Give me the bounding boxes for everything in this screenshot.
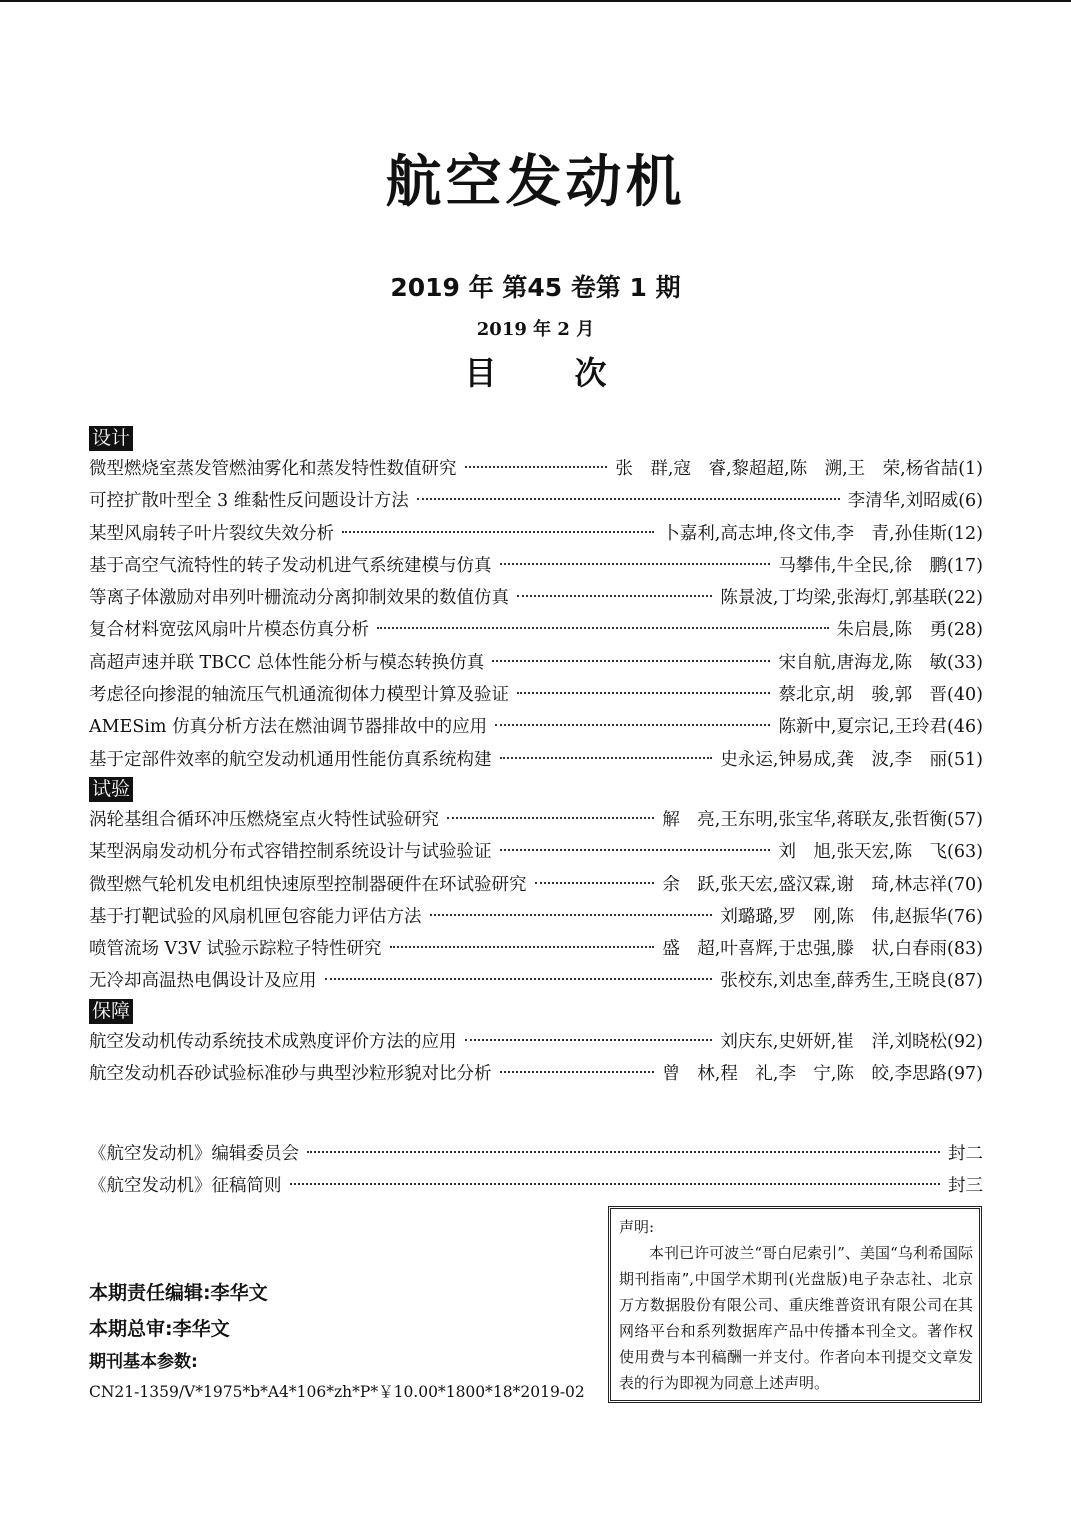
- extra-page: 封二: [948, 1144, 983, 1164]
- toc-entry: [89, 453, 983, 485]
- notice-label: 声明:: [619, 1218, 655, 1236]
- article-authors-page: 马攀伟,牛全民,徐 鹏(17): [778, 555, 983, 576]
- article-title: 基于高空气流特性的转子发动机进气系统建模与仿真: [89, 555, 492, 576]
- dot-leader: [517, 595, 712, 597]
- section-heading: 保障: [89, 999, 133, 1024]
- article-authors-page: 盛 超,叶喜辉,于忠强,滕 状,白春雨(83): [662, 939, 983, 960]
- toc-entry: [89, 933, 983, 965]
- toc-entry: [89, 518, 983, 550]
- article-authors-page: 余 跃,张天宏,盛汉霖,谢 琦,林志祥(70): [662, 874, 983, 895]
- dot-leader: [500, 1071, 655, 1073]
- issue-credits: [89, 1275, 609, 1407]
- toc-entry: [89, 485, 983, 517]
- toc-entry: [89, 1058, 983, 1090]
- toc-entry: [89, 582, 983, 614]
- article-title: 基于定部件效率的航空发动机通用性能仿真系统构建: [89, 749, 492, 770]
- toc-entry: [89, 965, 983, 997]
- toc-entry: [89, 614, 983, 646]
- article-title: 微型燃气轮机发电机组快速原型控制器硬件在环试验研究: [89, 874, 527, 895]
- dot-leader: [377, 627, 829, 629]
- dot-leader: [500, 849, 771, 851]
- contents-heading: 目次: [464, 354, 685, 392]
- article-authors-page: 陈新中,夏宗记,王玲君(46): [778, 717, 983, 738]
- dot-leader: [417, 498, 840, 500]
- dot-leader: [492, 660, 770, 662]
- section-heading: 试验: [89, 777, 133, 802]
- article-title: 涡轮基组合循环冲压燃烧室点火特性试验研究: [89, 809, 439, 830]
- article-title: 微型燃烧室蒸发管燃油雾化和蒸发特性数值研究: [89, 459, 457, 479]
- params-label: 期刊基本参数:: [89, 1352, 198, 1372]
- dot-leader: [390, 946, 655, 948]
- table-of-contents: [89, 425, 983, 1090]
- extra-title: 《航空发动机》征稿简则: [89, 1176, 282, 1197]
- article-authors-page: 蔡北京,胡 骏,郭 晋(40): [778, 685, 983, 706]
- dot-leader: [500, 757, 713, 759]
- article-authors-page: 史永运,钟易成,龚 波,李 丽(51): [720, 749, 983, 770]
- extra-entry: [89, 1138, 983, 1170]
- issue-date: 2019 年 2 月: [476, 319, 595, 340]
- article-authors-page: 刘璐璐,罗 刚,陈 伟,赵振华(76): [720, 906, 983, 927]
- dot-leader: [290, 1183, 941, 1185]
- dot-leader: [325, 978, 713, 980]
- toc-entry: [89, 711, 983, 743]
- article-authors-page: 卜嘉利,高志坤,佟文伟,李 青,孙佳斯(12): [662, 523, 983, 544]
- chief-reviewer: 本期总审:李华文: [89, 1318, 230, 1340]
- article-authors-page: 刘 旭,张天宏,陈 飞(63): [778, 842, 983, 863]
- dot-leader: [495, 724, 770, 726]
- toc-entry: [89, 679, 983, 711]
- article-title: 复合材料宽弦风扇叶片模态仿真分析: [89, 620, 369, 641]
- toc-entry: [89, 647, 983, 679]
- article-title: 航空发动机吞砂试验标准砂与典型沙粒形貌对比分析: [89, 1064, 492, 1085]
- article-authors-page: 曾 林,程 礼,李 宁,陈 皎,李思路(97): [662, 1064, 983, 1085]
- article-title: 某型涡扇发动机分布式容错控制系统设计与试验验证: [89, 842, 492, 863]
- article-title: 航空发动机传动系统技术成熟度评价方法的应用: [89, 1031, 457, 1052]
- issue-line: 2019 年 第45 卷第 1 期: [390, 273, 681, 302]
- article-authors-page: 张 群,寇 睿,黎超超,陈 溯,王 荣,杨省喆(1): [615, 459, 983, 479]
- article-title: 考虑径向掺混的轴流压气机通流彻体力模型计算及验证: [89, 685, 509, 706]
- article-title: 基于打靶试验的风扇机匣包容能力评估方法: [89, 906, 422, 927]
- dot-leader: [535, 882, 655, 884]
- dot-leader: [465, 1039, 713, 1041]
- dot-leader: [517, 692, 770, 694]
- toc-entry: [89, 550, 983, 582]
- dot-leader: [447, 817, 654, 819]
- responsible-editor: 本期责任编辑:李华文: [89, 1282, 268, 1304]
- notice-text: 本刊已许可波兰“哥白尼索引”、美国“乌利希国际期刊指南”,中国学术期刊(光盘版)电子杂志社、北京万方数据股份有限公司、重庆维普资讯有限公司在其网络平台和系列数据库产品中传播本刊全文。著作权使用费与本刊稿酬一并支付。作者向本刊提交文章发表的行为即视为同意上述声明。: [619, 1244, 973, 1392]
- extra-title: 《航空发动机》编辑委员会: [89, 1144, 299, 1164]
- toc-entry: [89, 901, 983, 933]
- article-authors-page: 解 亮,王东明,张宝华,蒋联友,张哲衡(57): [662, 809, 983, 830]
- dot-leader: [307, 1151, 940, 1153]
- toc-entry: [89, 1026, 983, 1058]
- article-title: 高超声速并联 TBCC 总体性能分析与模态转换仿真: [89, 652, 485, 673]
- dot-leader: [465, 466, 608, 468]
- extra-page: 封三: [948, 1176, 983, 1197]
- toc-entry: [89, 804, 983, 836]
- section-heading: 设计: [89, 426, 133, 451]
- article-authors-page: 刘庆东,史妍妍,崔 洋,刘晓松(92): [720, 1031, 983, 1052]
- dot-leader: [500, 563, 771, 565]
- article-authors-page: 陈景波,丁均梁,张海灯,郭基联(22): [720, 588, 983, 609]
- journal-title: 航空发动机: [385, 150, 686, 215]
- article-title: 喷管流场 V3V 试验示踪粒子特性研究: [89, 939, 382, 960]
- article-authors-page: 李清华,刘昭威(6): [847, 491, 983, 512]
- dot-leader: [342, 531, 654, 533]
- article-title: AMESim 仿真分析方法在燃油调节器排故中的应用: [89, 717, 488, 738]
- article-title: 无冷却高温热电偶设计及应用: [89, 971, 317, 992]
- dot-leader: [430, 914, 713, 916]
- article-authors-page: 宋自航,唐海龙,陈 敏(33): [778, 652, 983, 673]
- article-authors-page: 张校东,刘忠奎,薛秀生,王晓良(87): [720, 971, 983, 992]
- top-rule: [0, 0, 1071, 2]
- extra-entry: [89, 1170, 983, 1202]
- article-title: 可控扩散叶型全 3 维黏性反问题设计方法: [89, 491, 409, 512]
- copyright-notice: [608, 1206, 982, 1403]
- extra-contents: [89, 1138, 983, 1203]
- params-code: CN21-1359/V*1975*b*A4*106*zh*P*￥10.00*1800*18*2019-02: [89, 1383, 585, 1401]
- article-title: 等离子体激励对串列叶栅流动分离抑制效果的数值仿真: [89, 588, 509, 609]
- article-title: 某型风扇转子叶片裂纹失效分析: [89, 523, 334, 544]
- toc-entry: [89, 869, 983, 901]
- toc-entry: [89, 836, 983, 868]
- article-authors-page: 朱启晨,陈 勇(28): [836, 620, 983, 641]
- toc-entry: [89, 744, 983, 776]
